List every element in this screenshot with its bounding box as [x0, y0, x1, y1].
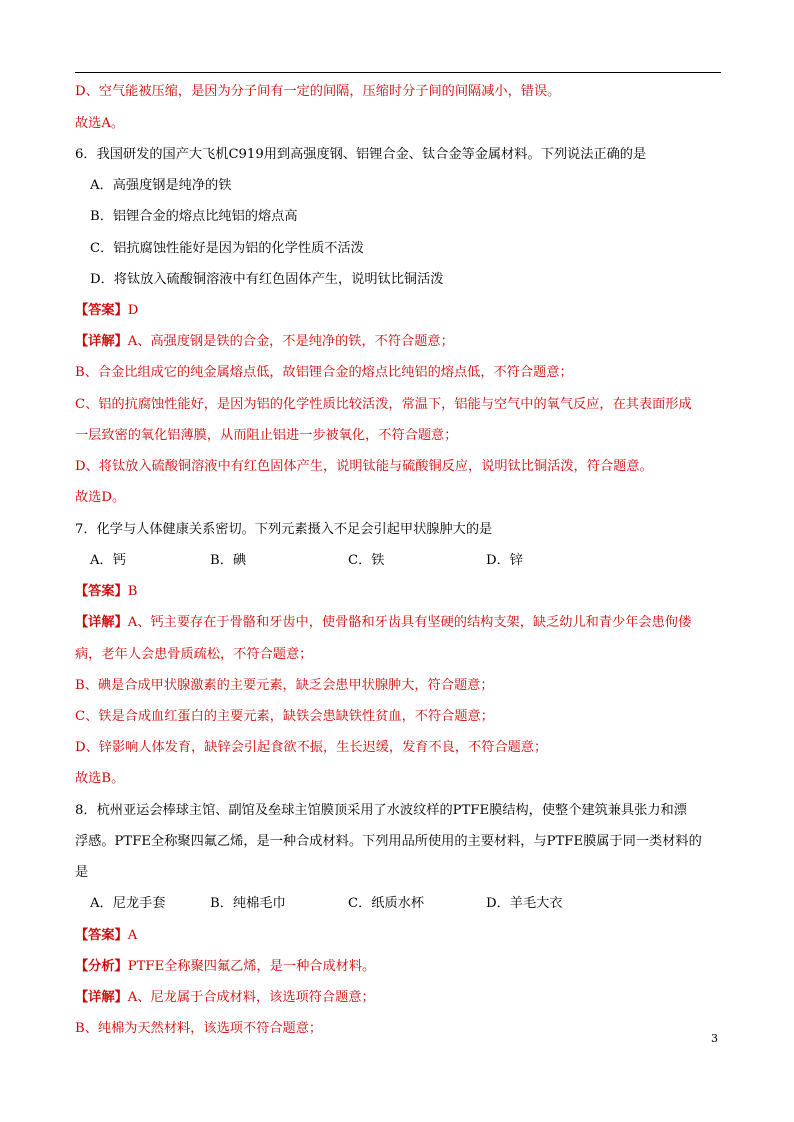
q6-option-a: A．高强度钢是纯净的铁 — [90, 178, 232, 193]
q8-explanation-2: B、纯棉为天然材料，该选项不符合题意； — [75, 1021, 323, 1036]
q8-option-d: D．羊毛大衣 — [486, 896, 563, 911]
question-8-line-2: 浮感。PTFE全称聚四氟乙烯，是一种合成材料。下列用品所使用的主要材料，与PTFE膜属于同一类材料的 — [75, 834, 702, 849]
explanation-text: A、高强度钢是铁的合金，不是纯净的铁，不符合题意； — [127, 334, 454, 349]
q6-option-b: B．铝锂合金的熔点比纯铝的熔点高 — [90, 209, 298, 224]
q6-option-d: D．将钛放入硫酸铜溶液中有红色固体产生，说明钛比铜活泼 — [90, 272, 444, 287]
answer-tag: 【答案】 — [75, 584, 128, 599]
explanation-line: D、空气能被压缩，是因为分子间有一定的间隔，压缩时分子间的间隔减小，错误。 — [75, 84, 561, 99]
answer-tag: 【答案】 — [75, 303, 128, 318]
explanation-tag: 【详解】 — [75, 990, 128, 1005]
question-6: 6．我国研发的国产大飞机C919用到高强度钢、铝锂合金、钛合金等金属材料。下列说法正确的是 — [75, 147, 647, 162]
q7-option-b: B．碘 — [210, 553, 247, 568]
header-rule — [75, 72, 721, 73]
q8-analysis — [75, 958, 725, 976]
q8-option-b: B．纯棉毛巾 — [210, 896, 286, 911]
page-number: 3 — [711, 1032, 718, 1045]
answer-tag: 【答案】 — [75, 928, 128, 943]
question-8-line-1: 8．杭州亚运会棒球主馆、副馆及垒球主馆膜顶采用了水波纹样的PTFE膜结构，使整个建筑兼具张力和漂 — [75, 803, 687, 818]
selection-line: 故选A。 — [75, 116, 125, 131]
q7-explanation-4: C、铁是合成血红蛋白的主要元素，缺铁会患缺铁性贫血，不符合题意； — [75, 709, 494, 724]
question-7: 7．化学与人体健康关系密切。下列元素摄入不足会引起甲状腺肿大的是 — [75, 522, 493, 537]
q8-explanation-1 — [75, 989, 725, 1007]
answer-value: B — [127, 584, 138, 599]
q6-explanation-1 — [75, 333, 725, 351]
q8-option-c: C．纸质水杯 — [348, 896, 425, 911]
q6-option-c: C．铝抗腐蚀性能好是因为铝的化学性质不活泼 — [90, 241, 364, 256]
q6-explanation-4: 一层致密的氧化铝薄膜，从而阻止铝进一步被氧化，不符合题意； — [75, 428, 458, 443]
explanation-tag: 【详解】 — [75, 334, 128, 349]
explanation-text: A、钙主要存在于骨骼和牙齿中，使骨骼和牙齿具有坚硬的结构支架，缺乏幼儿和青少年会患佝偻 — [127, 615, 692, 630]
q7-answer — [75, 583, 725, 601]
q8-answer — [75, 927, 725, 945]
q7-option-d: D．锌 — [486, 553, 523, 568]
q6-answer — [75, 302, 725, 320]
answer-value: A — [127, 928, 138, 943]
q7-explanation-3: B、碘是合成甲状腺激素的主要元素，缺乏会患甲状腺肿大，符合题意； — [75, 678, 494, 693]
q6-explanation-2: B、合金比组成它的纯金属熔点低，故铝锂合金的熔点比纯铝的熔点低，不符合题意； — [75, 365, 573, 380]
explanation-tag: 【详解】 — [75, 615, 128, 630]
q6-explanation-5: D、将钛放入硫酸铜溶液中有红色固体产生，说明钛能与硫酸铜反应，说明钛比铜活泼，符合题意。 — [75, 459, 653, 474]
explanation-text: A、尼龙属于合成材料，该选项符合题意； — [127, 990, 375, 1005]
q7-explanation-2: 病，老年人会患骨质疏松，不符合题意； — [75, 647, 313, 662]
analysis-tag: 【分析】 — [75, 959, 128, 974]
analysis-text: PTFE全称聚四氟乙烯，是一种合成材料。 — [127, 959, 376, 974]
q7-option-a: A．钙 — [90, 553, 126, 568]
q6-explanation-3: C、铝的抗腐蚀性能好，是因为铝的化学性质比较活泼，常温下，铝能与空气中的氧气反应，在其表面形成 — [75, 397, 692, 412]
q7-selection: 故选B。 — [75, 771, 125, 786]
answer-value: D — [127, 303, 139, 318]
q7-explanation-1 — [75, 614, 725, 632]
q7-explanation-5: D、锌影响人体发育，缺锌会引起食欲不振，生长迟缓，发育不良，不符合题意； — [75, 740, 548, 755]
question-8-line-3: 是 — [75, 865, 89, 880]
q6-selection: 故选D。 — [75, 490, 126, 505]
q8-option-a: A．尼龙手套 — [90, 896, 166, 911]
q7-option-c: C．铁 — [348, 553, 385, 568]
